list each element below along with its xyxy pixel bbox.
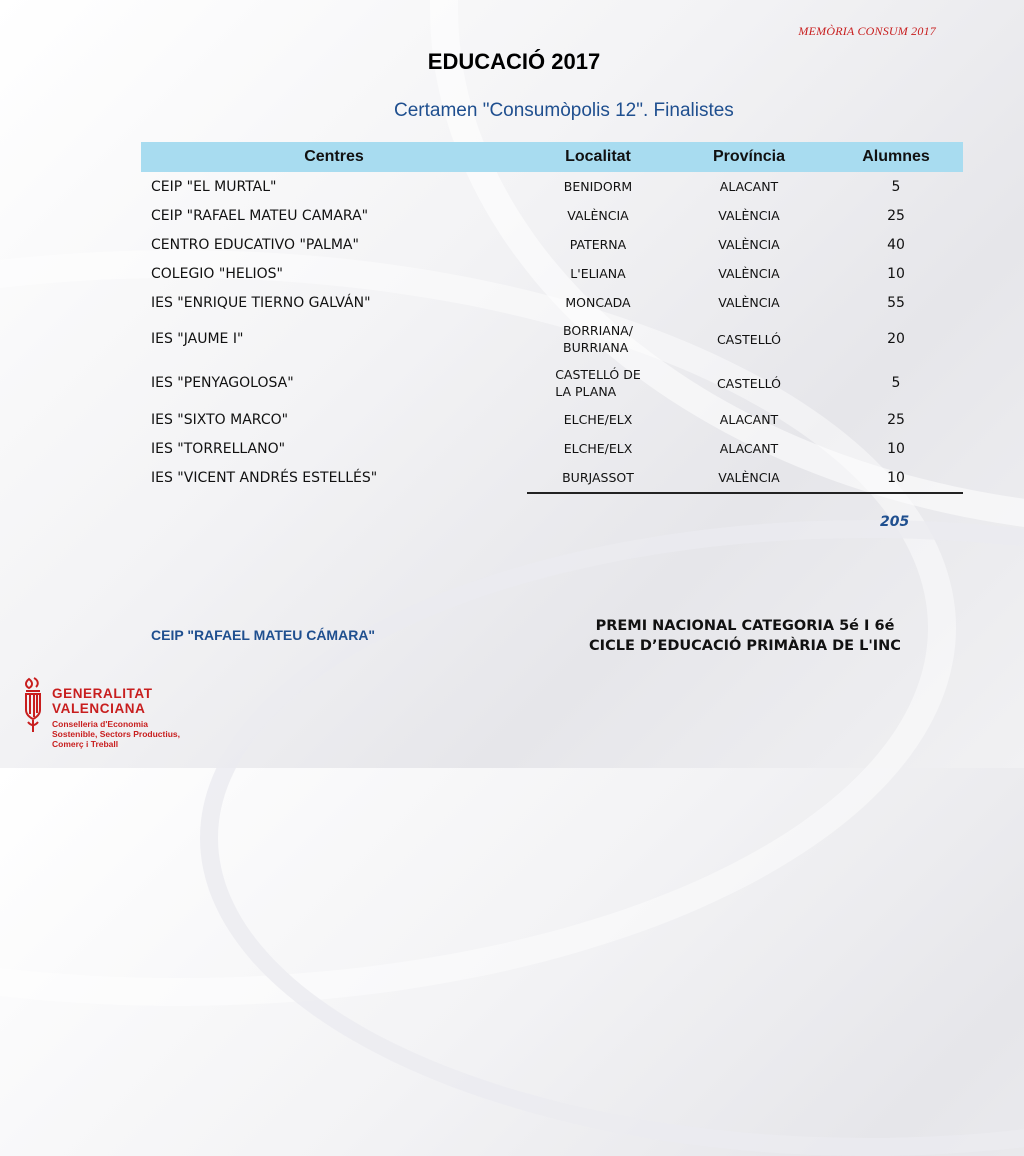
award-prize-line: CICLE D’EDUCACIÓ PRIMÀRIA DE L'INC [589, 638, 901, 654]
column-header-centres: Centres [141, 142, 527, 172]
cell-alumnes: 5 [891, 178, 901, 195]
generalitat-coat-of-arms-icon [22, 676, 46, 734]
cell-alumnes: 25 [887, 411, 905, 428]
cell-alumnes: 20 [887, 331, 905, 347]
logo-department-line: Sostenible, Sectors Productius, [52, 729, 181, 739]
column-header-alumnes: Alumnes [829, 142, 963, 172]
cell-centre: IES "VICENT ANDRÉS ESTELLÉS" [151, 470, 378, 486]
award-winner: CEIP "RAFAEL MATEU CÁMARA" [151, 627, 376, 643]
cell-provincia: VALÈNCIA [718, 266, 780, 281]
cell-localitat-line: CASTELLÓ DE [555, 367, 641, 382]
table-header-row [141, 142, 963, 172]
cell-provincia: CASTELLÓ [716, 375, 782, 391]
cell-provincia: ALACANT [719, 441, 779, 456]
cell-localitat-line: LA PLANA [555, 384, 617, 399]
finalists-table [141, 142, 963, 494]
cell-alumnes: 10 [887, 440, 905, 457]
cell-provincia: ALACANT [719, 179, 779, 194]
table-row [141, 172, 963, 201]
cell-localitat: BURJASSOT [527, 463, 669, 493]
cell-localitat: VALÈNCIA [567, 208, 629, 223]
cell-centre: CEIP "RAFAEL MATEU CAMARA" [151, 207, 369, 224]
table-row [141, 230, 963, 259]
award-prize [520, 616, 970, 656]
cell-localitat: PATERNA [569, 237, 627, 252]
table-row [141, 288, 963, 317]
cell-provincia: ALACANT [719, 412, 779, 427]
cell-localitat: BENIDORM [563, 179, 633, 194]
cell-alumnes: 25 [887, 207, 905, 224]
memoria-label: MEMÒRIA CONSUM 2017 [798, 24, 936, 38]
table-row [141, 317, 963, 361]
table-row [141, 201, 963, 230]
cell-localitat: ELCHE/ELX [563, 441, 633, 456]
cell-alumnes: 5 [891, 375, 901, 391]
cell-centre: CEIP "EL MURTAL" [151, 178, 277, 195]
logo-name-line: VALENCIANA [52, 701, 146, 716]
generalitat-logo [22, 676, 222, 756]
cell-provincia: CASTELLÓ [716, 331, 782, 347]
cell-localitat [527, 361, 669, 405]
cell-centre: IES "ENRIQUE TIERNO GALVÁN" [151, 294, 371, 311]
table-row [141, 463, 963, 493]
page-title: EDUCACIÓ 2017 [427, 49, 601, 74]
cell-localitat-line: BORRIANA/ [563, 323, 633, 338]
cell-provincia: VALÈNCIA [669, 463, 829, 493]
cell-centre: CENTRO EDUCATIVO "PALMA" [151, 236, 359, 253]
cell-provincia: VALÈNCIA [718, 295, 780, 310]
logo-name-line: GENERALITAT [52, 686, 153, 701]
column-header-provincia: Província [669, 142, 829, 172]
logo-department [52, 719, 180, 749]
cell-centre: IES "TORRELLANO" [151, 440, 286, 457]
column-header-localitat: Localitat [527, 142, 669, 172]
cell-alumnes: 10 [829, 463, 963, 493]
table-row [141, 361, 963, 405]
table-row [141, 434, 963, 463]
logo-name [52, 686, 153, 716]
cell-localitat: L'ELIANA [570, 266, 626, 281]
award-prize-line: PREMI NACIONAL CATEGORIA 5é I 6é [595, 618, 895, 634]
table-row [141, 259, 963, 288]
cell-provincia: VALÈNCIA [718, 208, 780, 223]
cell-centre: IES "JAUME I" [151, 331, 244, 347]
page-subtitle: Certamen "Consumòpolis 12". Finalistes [394, 100, 734, 121]
total-alumnes: 205 [880, 514, 910, 530]
table-row [141, 405, 963, 434]
cell-centre: IES "SIXTO MARCO" [151, 411, 289, 428]
cell-alumnes: 40 [887, 236, 905, 253]
cell-provincia: VALÈNCIA [718, 237, 780, 252]
logo-department-line: Conselleria d'Economia [52, 719, 149, 729]
cell-localitat-line: BURRIANA [563, 340, 629, 355]
logo-department-line: Comerç i Treball [52, 739, 119, 749]
cell-centre: IES "PENYAGOLOSA" [151, 375, 294, 391]
cell-alumnes: 55 [887, 294, 905, 311]
cell-localitat [527, 317, 669, 361]
cell-alumnes: 10 [887, 265, 905, 282]
cell-centre: COLEGIO "HELIOS" [151, 265, 283, 282]
cell-localitat: ELCHE/ELX [563, 412, 633, 427]
cell-localitat: MONCADA [565, 295, 631, 310]
